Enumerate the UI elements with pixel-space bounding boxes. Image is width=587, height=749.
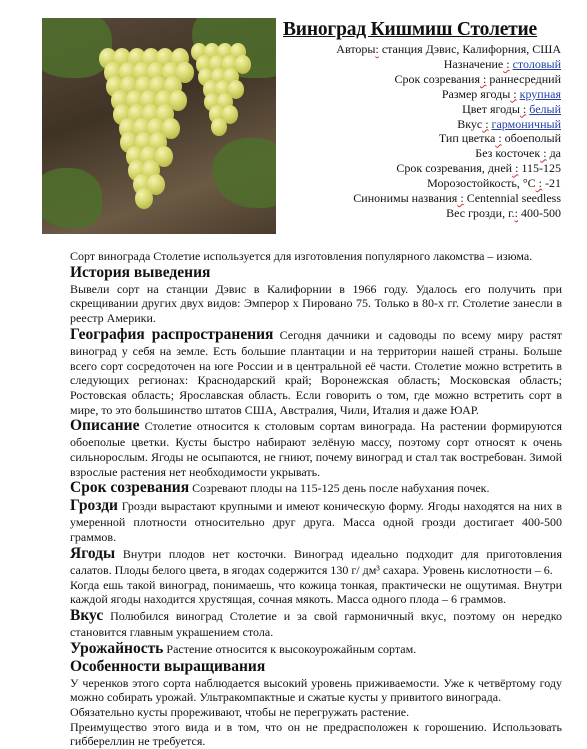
property-row (336, 117, 561, 132)
property-separator: : (519, 101, 527, 116)
property-separator: : (495, 131, 502, 146)
property-row (336, 146, 561, 161)
property-value: обоеполый (504, 131, 561, 146)
property-row (336, 57, 561, 72)
property-separator: : (457, 191, 464, 206)
property-value: да (549, 146, 561, 161)
section-text: Обязательно кусты прореживают, чтобы не перегружать растение. (70, 705, 410, 720)
property-separator: : (482, 116, 489, 131)
section-heading: Вкус (70, 606, 104, 624)
section-text: Созревают плоды на 115-125 день после набухания почек. (192, 481, 490, 496)
properties-list (336, 42, 561, 221)
property-label: Тип цветка (438, 131, 496, 146)
section-heading: Грозди (70, 497, 118, 515)
property-row (336, 161, 561, 176)
section-history (70, 264, 562, 282)
section-text: Преимущество этого вида и в том, что он не предрасположен к горошению. Использовать гиббереллин не требуется. (70, 719, 562, 749)
article-body (70, 249, 562, 749)
section-text: Когда ешь такой виноград, понимаешь, что кожица тонкая, практически не ощутимая. Внутри каждой ягоды находится хрустящая, сочная мякоть. Масса одного плода – 6 граммов. (70, 577, 562, 607)
section-text: Столетие относится к столовым сортам винограда. На растении формируются обоеполые цветки. Кусты быстро набирают зелёную массу, поэтому сорт относят к очень сильнорослым. Ягоды не осыпаются, не гниют, почему виноград и стал так востребован. Зимой взрослые растения нет необходимости укрывать. (70, 419, 562, 479)
section-cultivation (70, 658, 562, 676)
property-separator: : (514, 205, 518, 220)
section-geography (70, 326, 562, 418)
property-label: Авторы (336, 42, 376, 56)
section-heading: Ягоды (70, 544, 116, 562)
property-separator: : (535, 176, 542, 191)
leaf-shape (42, 18, 112, 78)
grape-berry (135, 188, 153, 209)
property-label: Срок созревания (394, 71, 480, 86)
property-value: раннесредний (489, 71, 561, 86)
property-separator: : (479, 71, 487, 86)
property-label: Синонимы названия (353, 191, 458, 206)
property-label: Срок созревания, дней (396, 161, 513, 176)
property-label: Размер ягоды (441, 86, 511, 101)
section-text: Сегодня дачники и садоводы по всему миру растят виноград у себя на земле. Есть большие плантации и на территории нашей страны. Больше всего сорт сосредоточен на юге России и в центральной её части. Столетие можно встретить в следующих регионах: Краснодарский край; Воронежская область; Московская область; Ростовская область; Ярославская область. Если говорить о том, где можно встретить сорт в мире, то это большинство штатов США, Австралия, Чили, Италия и даже ЮАР. (70, 327, 563, 417)
grape-berry (211, 118, 227, 136)
section-heading: Срок созревания (70, 479, 190, 497)
section-text: Полюбился виноград Столетие и за свой гармоничный вкус, поэтому он нередко становится главным украшением стола. (70, 608, 562, 639)
property-row (336, 87, 561, 102)
leaf-shape (42, 168, 102, 228)
property-label: Вкус (457, 116, 483, 131)
property-value: станция Дэвис, Калифорния, США (381, 42, 561, 56)
property-row (336, 191, 561, 206)
property-row (336, 72, 561, 87)
property-separator: : (512, 161, 519, 176)
property-value[interactable]: столовый (512, 56, 561, 71)
section-ripening (70, 479, 562, 497)
section-text: Внутри плодов нет косточки. Виноград идеально подходит для приготовления салатов. Плоды белого цвета, в ягодах содержится 130 г/ дм³ сахара. Уровень кислотности – 6. (70, 546, 563, 577)
property-row (336, 42, 561, 57)
section-text: Вывели сорт на станции Дэвис в Калифорнии в 1966 году. Удалось его получить при скрещивании других двух видов: Эмперор х Пированo 75. Только в 80-х гг. Столетие занесли в реестр Америки. (70, 281, 562, 326)
section-bunches (70, 497, 562, 544)
grape-photo (42, 18, 276, 234)
section-heading: География распространения (70, 325, 274, 343)
section-text: У черенков этого сорта наблюдается высокий уровень приживаемости. Уже к четвёртому году можно собирать урожай. Ультракомпактные и сжатые кусты у привитого винограда. (70, 675, 562, 705)
section-berries (70, 545, 562, 578)
property-label: Без косточек (475, 146, 541, 161)
property-value[interactable]: гармоничный (491, 116, 561, 131)
section-taste (70, 607, 562, 640)
property-separator: : (510, 86, 517, 101)
property-separator: : (503, 56, 510, 71)
section-heading: История выведения (70, 263, 211, 281)
property-value: Centennial seedless (466, 191, 561, 206)
intro-text: Сорт винограда Столетие используется для изготовления популярного лакомства – изюма. (70, 249, 533, 263)
property-value: -21 (545, 176, 561, 191)
section-heading: Описание (70, 417, 140, 435)
section-text: Грозди вырастают крупными и имеют коническую форму. Ягоды находятся на них в умеренной плотности относительно друг друга. Масса одной грозди достигает 400-500 граммов. (70, 499, 563, 545)
property-row (336, 131, 561, 146)
property-value[interactable]: крупная (519, 86, 561, 101)
section-text: Растение относится к высокоурожайным сортам. (166, 641, 417, 656)
section-description (70, 417, 562, 479)
section-yield (70, 640, 562, 658)
property-row (336, 102, 561, 117)
property-row (336, 176, 561, 191)
section-heading: Особенности выращивания (70, 657, 266, 675)
property-value: 115-125 (521, 161, 561, 176)
property-label: Цвет ягоды (462, 101, 520, 116)
page-title: Виноград Кишмиш Столетие (283, 19, 538, 40)
property-row (336, 206, 561, 221)
property-value: 400-500 (521, 205, 561, 220)
section-heading: Урожайность (70, 639, 164, 657)
property-label: Назначение (443, 56, 504, 71)
property-label: Вес грозди, г. (446, 205, 515, 220)
leaf-shape (212, 138, 276, 208)
property-label: Морозостойкость, °С (427, 176, 536, 191)
property-separator: : (540, 146, 547, 161)
property-value[interactable]: белый (529, 101, 561, 116)
property-separator: : (375, 42, 379, 56)
